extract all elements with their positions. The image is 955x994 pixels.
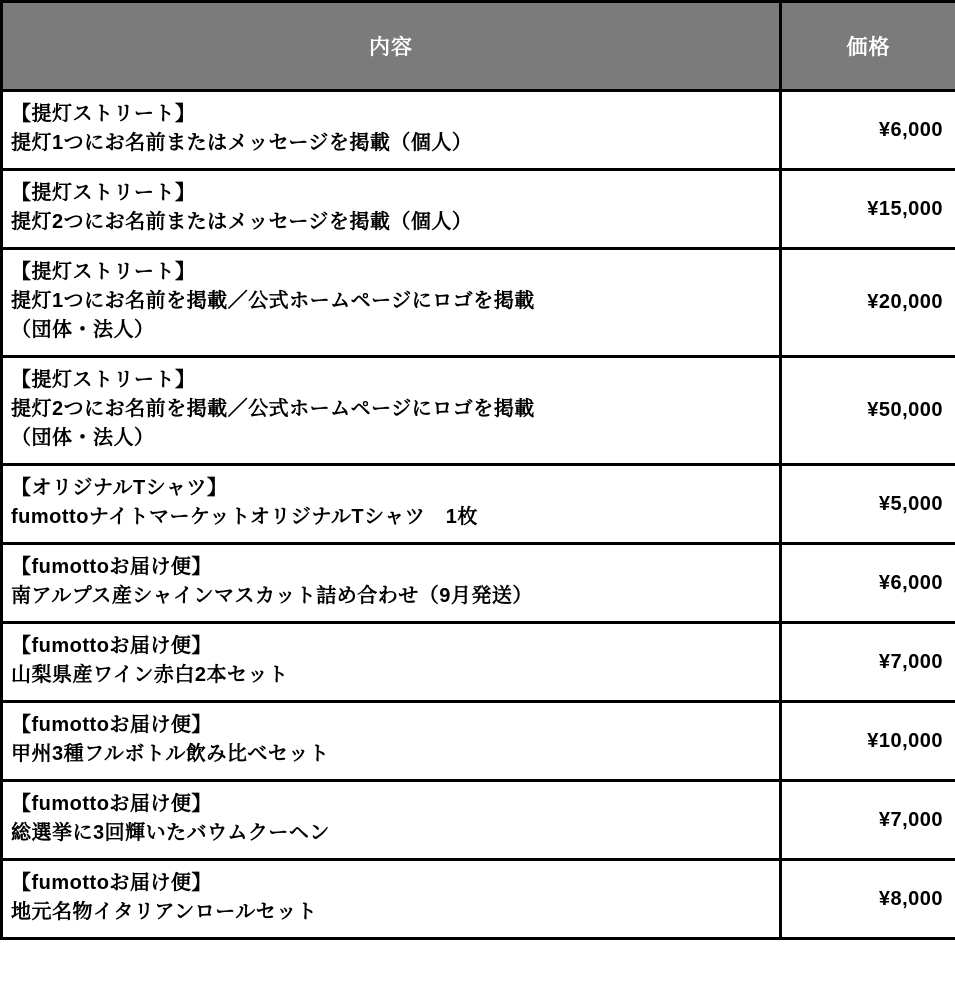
cell-content-line: 【提灯ストリート】 xyxy=(11,103,196,125)
table-row xyxy=(2,249,955,357)
cell-content-line: 【提灯ストリート】 xyxy=(11,369,196,391)
cell-content xyxy=(2,702,781,781)
cell-content-line: 【fumottoお届け便】 xyxy=(11,872,212,894)
cell-content-line: 提灯2つにお名前を掲載／公式ホームページにロゴを掲載 xyxy=(11,398,535,420)
cell-price: ¥20,000 xyxy=(781,249,955,357)
cell-content-line: 【fumottoお届け便】 xyxy=(11,635,212,657)
cell-price: ¥6,000 xyxy=(781,544,955,623)
cell-price: ¥7,000 xyxy=(781,623,955,702)
cell-content-line: （団体・法人） xyxy=(11,427,155,449)
cell-content-line: 地元名物イタリアンロールセット xyxy=(11,901,318,923)
cell-content xyxy=(2,170,781,249)
cell-price: ¥15,000 xyxy=(781,170,955,249)
cell-price: ¥5,000 xyxy=(781,465,955,544)
cell-content xyxy=(2,249,781,357)
cell-content-line: （団体・法人） xyxy=(11,319,155,341)
table-row xyxy=(2,860,955,939)
cell-content-line: 【提灯ストリート】 xyxy=(11,261,196,283)
table-row xyxy=(2,465,955,544)
column-header-price: 価格 xyxy=(781,2,955,91)
cell-content-line: 山梨県産ワイン赤白2本セット xyxy=(11,664,289,686)
cell-price: ¥50,000 xyxy=(781,357,955,465)
cell-content-line: 【オリジナルTシャツ】 xyxy=(11,477,228,499)
table-header-row xyxy=(2,2,955,91)
cell-content xyxy=(2,781,781,860)
table-row xyxy=(2,91,955,170)
cell-content xyxy=(2,465,781,544)
table-row xyxy=(2,702,955,781)
cell-content xyxy=(2,860,781,939)
cell-content-line: 南アルプス産シャインマスカット詰め合わせ（9月発送） xyxy=(11,585,533,607)
table-body xyxy=(2,91,955,939)
cell-content-line: 総選挙に3回輝いたバウムクーヘン xyxy=(11,822,330,844)
cell-content xyxy=(2,623,781,702)
cell-content-line: 【fumottoお届け便】 xyxy=(11,793,212,815)
cell-price: ¥8,000 xyxy=(781,860,955,939)
cell-content-line: fumottoナイトマーケットオリジナルTシャツ 1枚 xyxy=(11,506,478,528)
table-row xyxy=(2,781,955,860)
cell-content-line: 提灯1つにお名前またはメッセージを掲載（個人） xyxy=(11,132,473,154)
cell-content-line: 【fumottoお届け便】 xyxy=(11,714,212,736)
table-header xyxy=(2,2,955,91)
table-row xyxy=(2,544,955,623)
cell-content-line: 提灯2つにお名前またはメッセージを掲載（個人） xyxy=(11,211,473,233)
cell-content-line: 甲州3種フルボトル飲み比べセット xyxy=(11,743,330,765)
cell-content-line: 提灯1つにお名前を掲載／公式ホームページにロゴを掲載 xyxy=(11,290,535,312)
table-row xyxy=(2,357,955,465)
cell-price: ¥6,000 xyxy=(781,91,955,170)
cell-content xyxy=(2,357,781,465)
cell-price: ¥10,000 xyxy=(781,702,955,781)
cell-content xyxy=(2,544,781,623)
cell-content-line: 【fumottoお届け便】 xyxy=(11,556,212,578)
table-row xyxy=(2,623,955,702)
cell-price: ¥7,000 xyxy=(781,781,955,860)
column-header-content: 内容 xyxy=(2,2,781,91)
cell-content-line: 【提灯ストリート】 xyxy=(11,182,196,204)
cell-content xyxy=(2,91,781,170)
table-row xyxy=(2,170,955,249)
